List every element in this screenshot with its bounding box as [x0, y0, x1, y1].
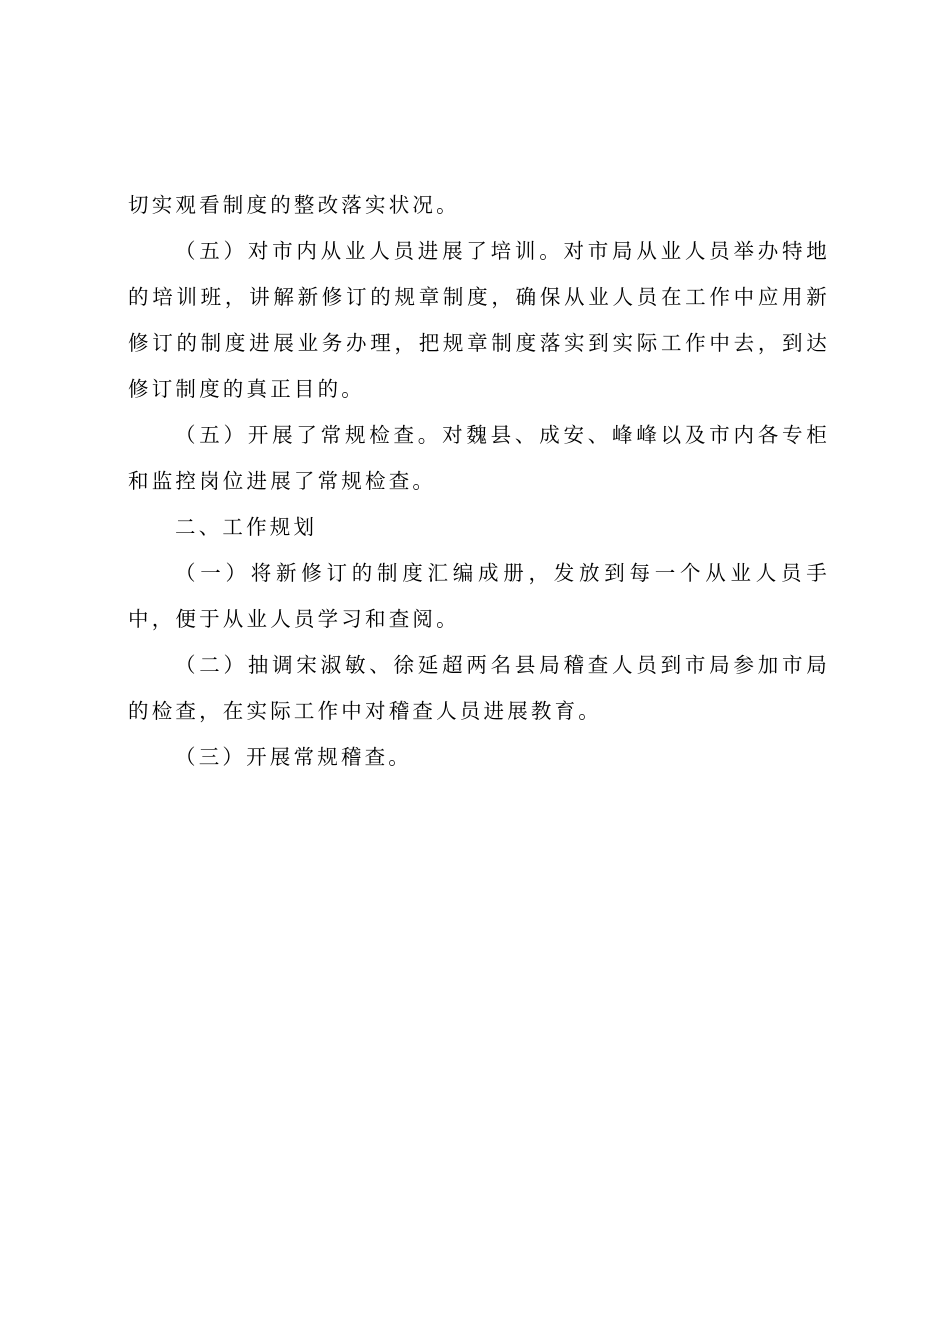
paragraph-continuation: 切实观看制度的整改落实状况。 — [128, 193, 460, 217]
paragraph-routine-inspection: （五）开展了常规检查。对魏县、成安、峰峰以及市内各专柜和监控岗位进展了常规检查。 — [128, 423, 830, 493]
paragraph-training: （五）对市内从业人员进展了培训。对市局从业人员举办特地的培训班，讲解新修订的规章制度，确保从业人员在工作中应用新修订的制度进展业务办理，把规章制度落实到实际工作中去，到达修订制度的真正目的。 — [128, 239, 830, 401]
section-heading-work-plan: 二、工作规划 — [175, 515, 318, 539]
paragraph-plan-compile: （一）将新修订的制度汇编成册，发放到每一个从业人员手中，便于从业人员学习和查阅。 — [128, 561, 830, 631]
paragraph-plan-transfer: （二）抽调宋淑敏、徐延超两名县局稽查人员到市局参加市局的检查，在实际工作中对稽查人员进展教育。 — [128, 653, 830, 723]
document-page — [128, 182, 830, 780]
paragraph-plan-routine-audit: （三）开展常规稽查。 — [175, 745, 412, 769]
